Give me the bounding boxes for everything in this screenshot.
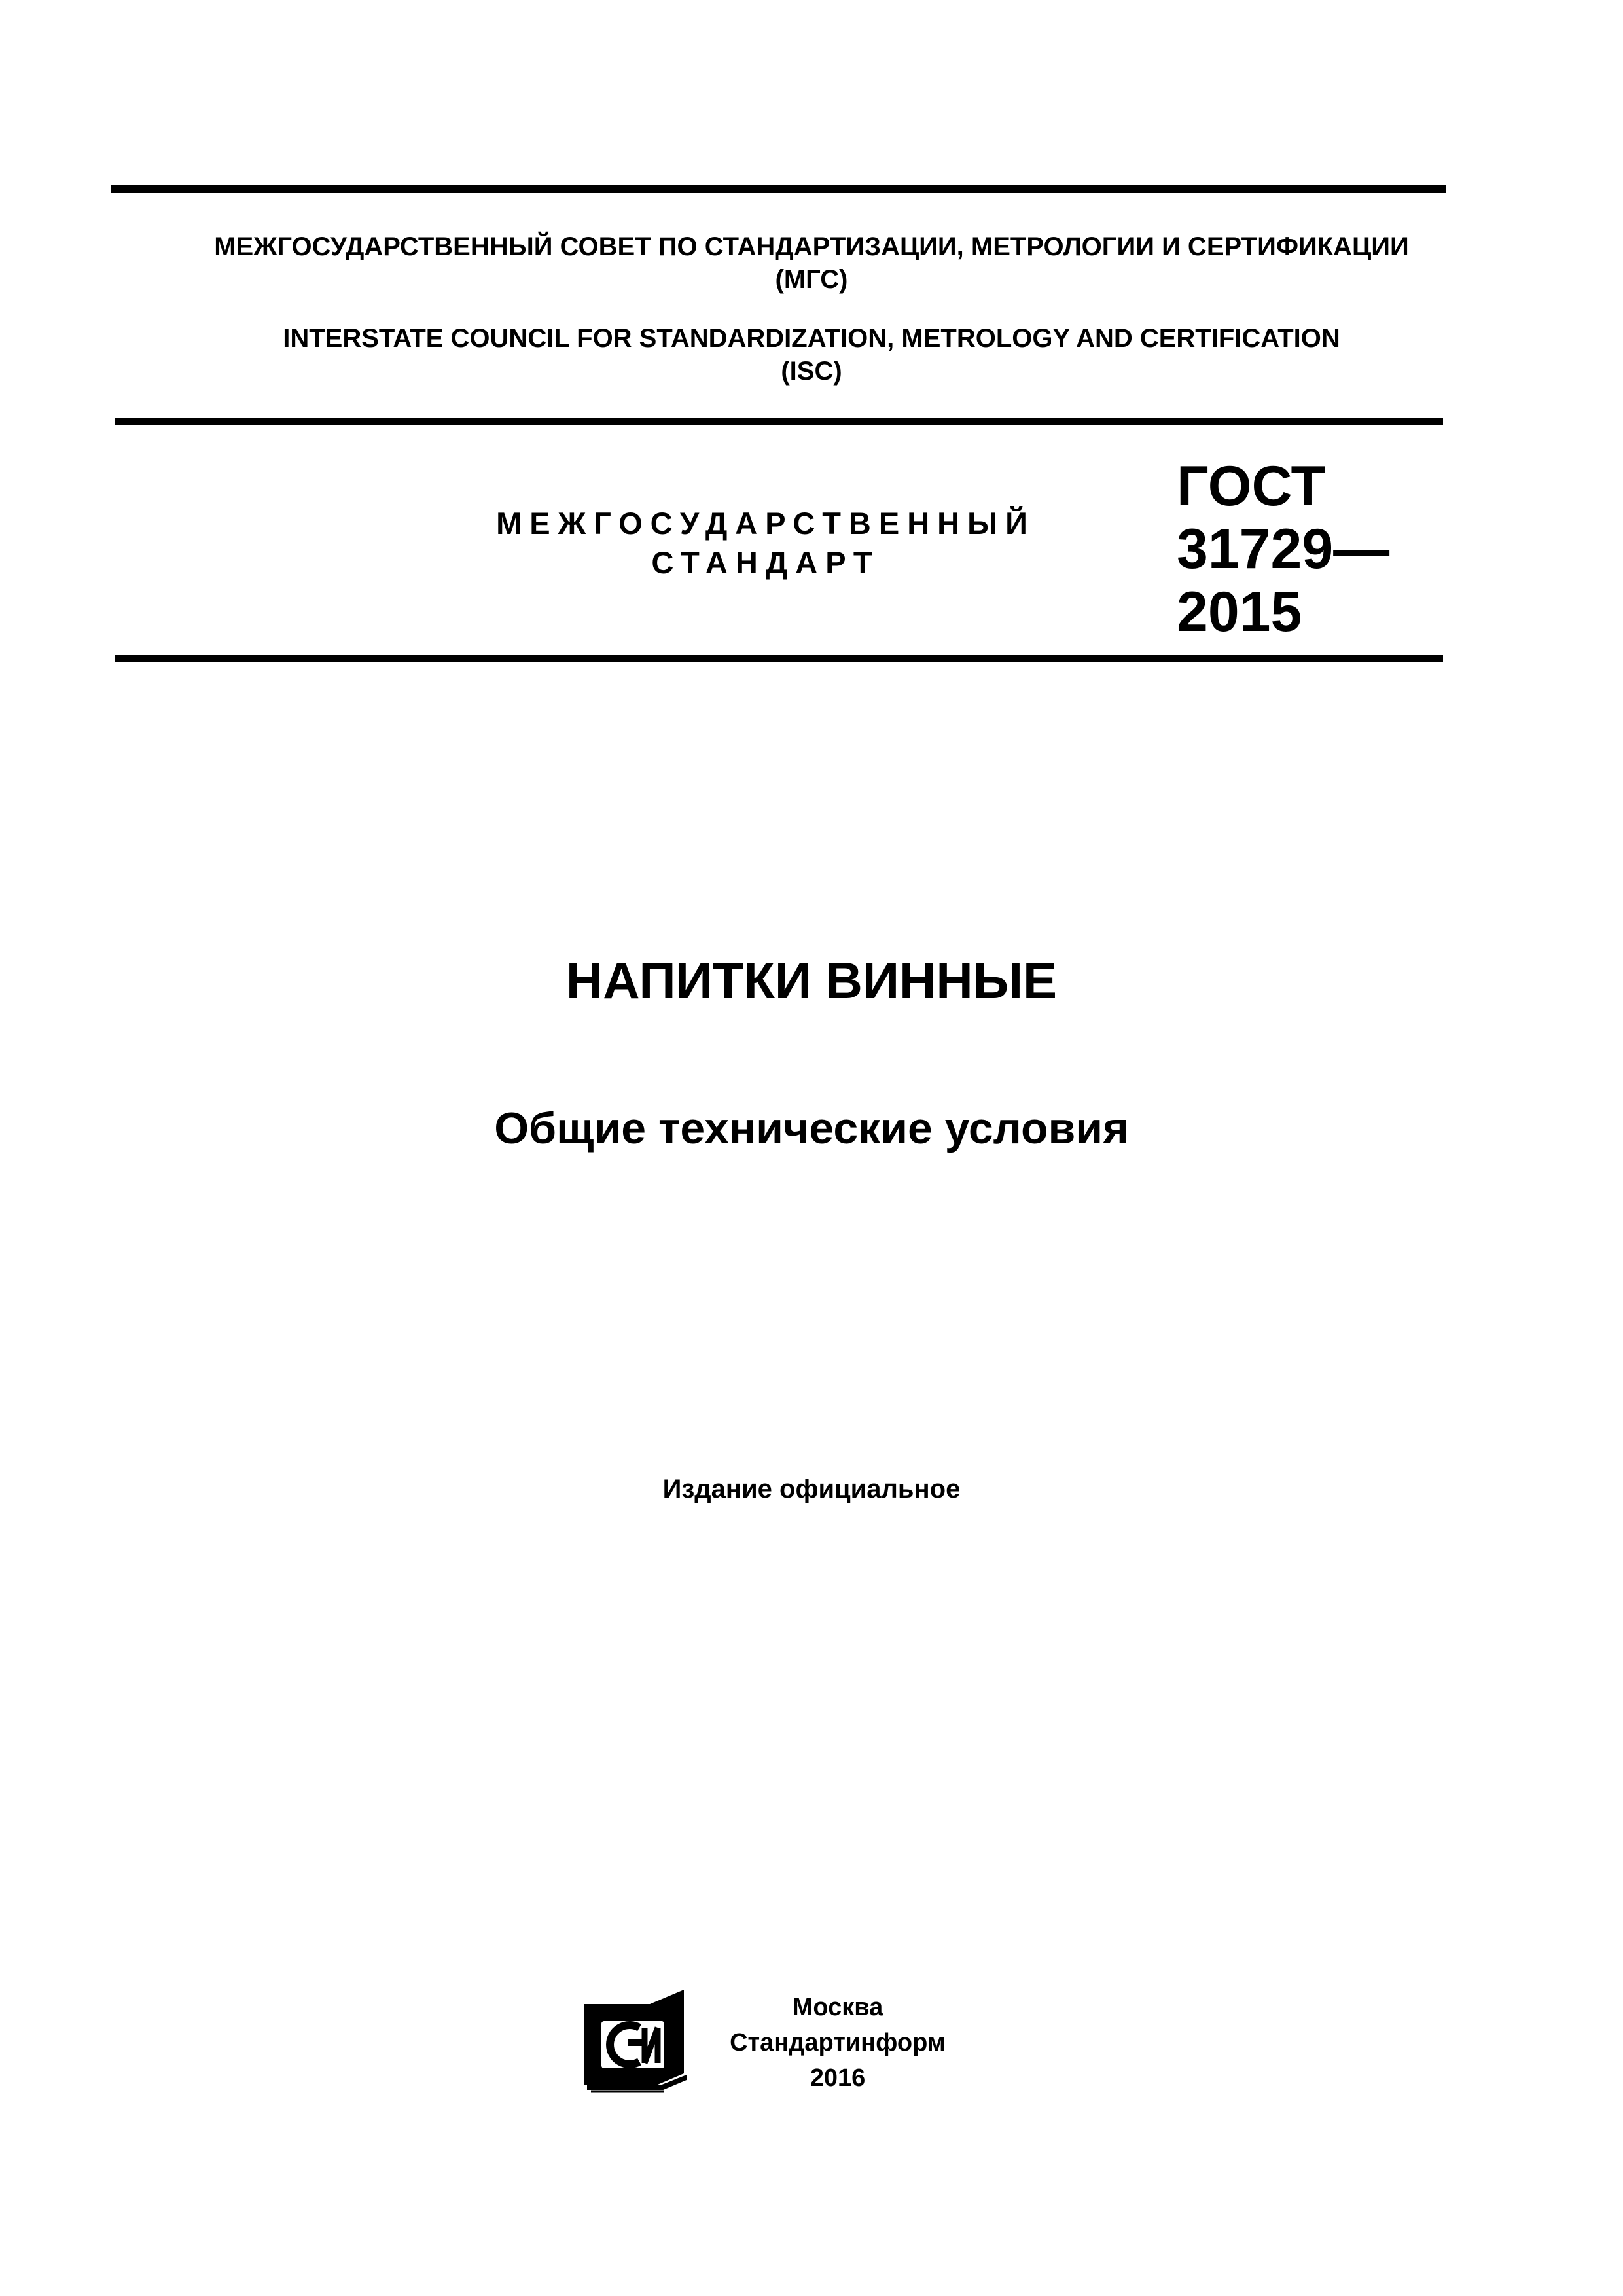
publisher-block	[681, 1990, 995, 2096]
council-name-ru: МЕЖГОСУДАРСТВЕННЫЙ СОВЕТ ПО СТАНДАРТИЗАЦИИ, МЕТРОЛОГИИ И СЕРТИФИКАЦИИ	[214, 232, 1409, 261]
publisher-year: 2016	[810, 2064, 866, 2092]
council-abbr-en: (ISC)	[781, 357, 842, 386]
gost-year: 2015	[1177, 581, 1302, 643]
edition-label: Издание официальное	[662, 1475, 961, 1503]
publisher-city: Москва	[792, 1994, 883, 2021]
standard-type	[432, 504, 1099, 583]
gost-label: ГОСТ	[1177, 455, 1326, 518]
standartinform-logo-icon	[579, 1990, 690, 2094]
standard-type-line2: СТАНДАРТ	[651, 545, 880, 580]
council-name-en: INTERSTATE COUNCIL FOR STANDARDIZATION, METROLOGY AND CERTIFICATION	[283, 324, 1340, 353]
document-title: НАПИТКИ ВИННЫЕ	[565, 952, 1058, 1009]
header-bottom-rule	[115, 655, 1443, 662]
gost-number: 31729—	[1177, 518, 1390, 581]
document-subtitle: Общие технические условия	[494, 1103, 1129, 1153]
header-middle-rule	[115, 418, 1443, 425]
council-abbr-ru: (МГС)	[775, 265, 848, 294]
publisher-name: Стандартинформ	[730, 2029, 946, 2056]
gost-designation	[1177, 455, 1543, 643]
standard-type-line1: МЕЖГОСУДАРСТВЕННЫЙ	[496, 506, 1035, 541]
header-top-rule	[111, 185, 1446, 193]
